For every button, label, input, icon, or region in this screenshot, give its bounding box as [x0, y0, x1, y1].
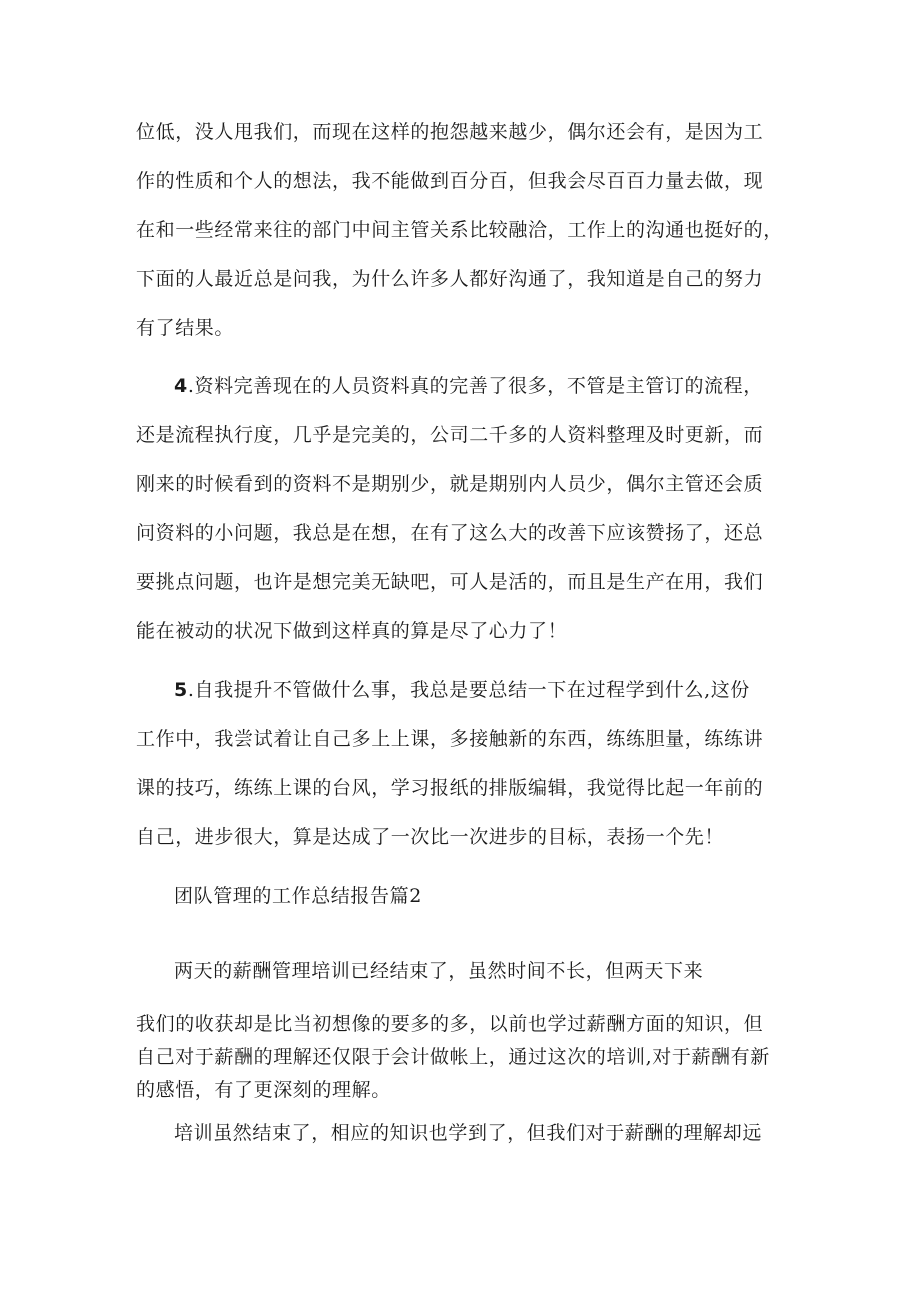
- paragraph-item-4: [136, 362, 786, 656]
- paragraph-item-5: [136, 666, 786, 862]
- text-line: 位低，没人甩我们，而现在这样的抱怨越来越少，偶尔还会有，是因为工: [136, 121, 764, 143]
- text-line: 我们的收获却是比当初想像的要多的多，以前也学过薪酬方面的知识，但: [136, 1013, 764, 1035]
- text-line: 在和一些经常来往的部门中间主管关系比较融洽，工作上的沟通也挺好的，: [136, 219, 783, 241]
- text-line: [136, 362, 786, 411]
- text-line: 自己，进步很大，算是达成了一次比一次进步的目标，表扬一个先！: [136, 826, 725, 848]
- text-line: 团队管理的工作总结报告篇2: [174, 885, 422, 907]
- text-line: 课的技巧，练练上课的台风，学习报纸的排版编辑，我觉得比起一年前的: [136, 777, 764, 799]
- text-line: 两天的薪酬管理培训已经结束了，虽然时间不长，但两天下来: [174, 960, 704, 982]
- text-line: 培训虽然结束了，相应的知识也学到了，但我们对于薪酬的理解却远: [174, 1122, 763, 1144]
- text-line: 还是流程执行度，几乎是完美的，公司二千多的人资料整理及时更新，而: [136, 424, 764, 446]
- paragraph-body: [136, 1008, 786, 1107]
- paragraph-intro: [136, 947, 786, 996]
- text-line: 下面的人最近总是问我，为什么许多人都好沟通了，我知道是自己的努力: [136, 268, 764, 290]
- text-line: 自己对于薪酬的理解还仅限于会计做帐上，通过这次的培训,对于薪酬有新: [136, 1046, 770, 1068]
- text-line: 问资料的小问题，我总是在想，在有了这么大的改善下应该赞扬了，还总: [136, 522, 764, 544]
- text-line: 作的性质和个人的想法，我不能做到百分百，但我会尽百百力量去做，现: [136, 170, 764, 192]
- text-line: 有了结果。: [136, 317, 235, 339]
- text-line: 的感悟，有了更深刻的理解。: [136, 1079, 391, 1101]
- item-text: .资料完善现在的人员资料真的完善了很多，不管是主管订的流程，: [187, 375, 763, 397]
- item-number: 5: [174, 679, 188, 701]
- item-text: .自我提升不管做什么事，我总是要总结一下在过程学到什么,这份: [187, 679, 750, 701]
- text-line: 工作中，我尝试着让自己多上上课，多接触新的东西，练练胆量，练练讲: [136, 728, 764, 750]
- section-heading: [136, 872, 786, 921]
- item-number: 4: [174, 375, 188, 397]
- paragraph-continued: [136, 108, 786, 353]
- paragraph-last: [136, 1109, 786, 1158]
- text-line: [136, 666, 786, 715]
- text-line: 刚来的时候看到的资料不是期别少，就是期别内人员少，偶尔主管还会质: [136, 473, 764, 495]
- text-line: 要挑点问题，也许是想完美无缺吧，可人是活的，而且是生产在用，我们: [136, 571, 764, 593]
- text-line: 能在被动的状况下做到这样真的算是尽了心力了！: [136, 620, 568, 642]
